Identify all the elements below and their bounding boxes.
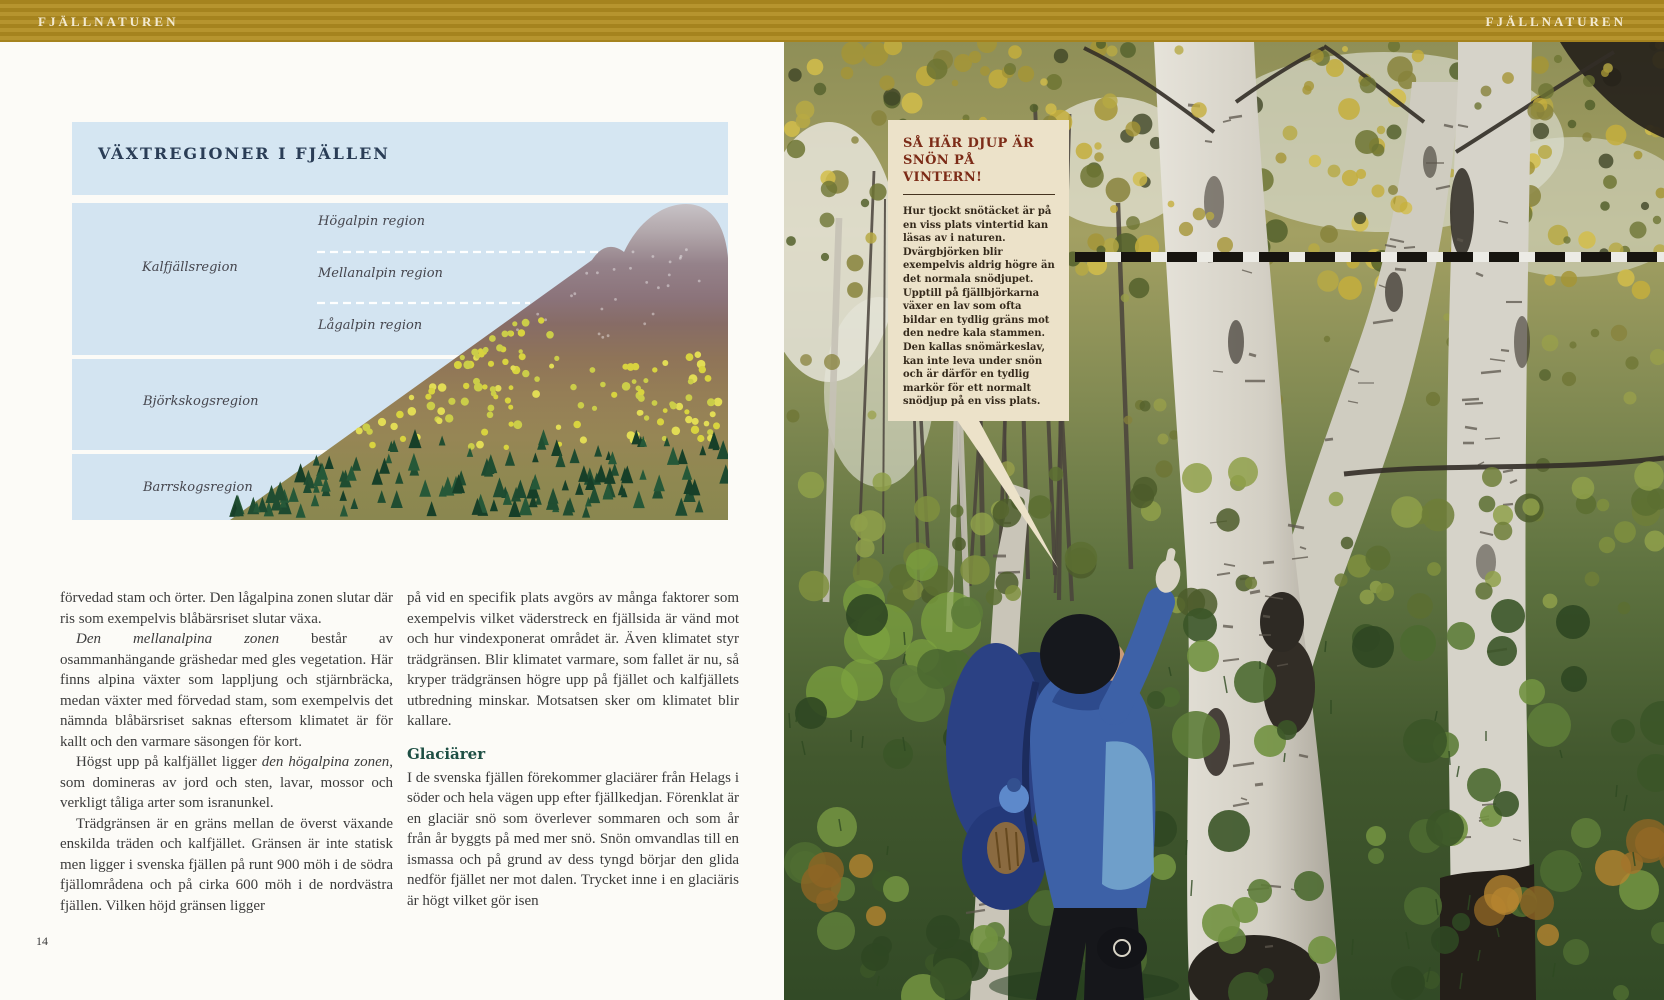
photo-birch-forest — [784, 42, 1664, 1000]
page-number: 14 — [36, 934, 48, 948]
label-barrskogsregion: Barrskogsregion — [143, 480, 253, 495]
paragraph: I de svenska fjällen förekommer glaciärer från Helags i söder och hela vägen upp efter fjällkedjan. Förenklat är en glaciär snö som överlever sommaren och som år från år byggts på med mer snö. Snön omvandlas till en ismassa och på grund av dess tyngd börjar den glida nedför fjället ner mot dalen. Trycket inne i en glaciäris är högt vilket gör isen — [407, 769, 739, 909]
paragraph: på vid en specifik plats avgörs av många faktorer som exempelvis vilket väderstreck en fjällsida är vänd mot och hur vindexponerat området är. Även klimatet styr trädgränsen. Blir klimatet varmare, som fallet är nu, så kryper trädgränsen högre upp på fjället och kalfjällets utbredning minskar. Motsatsen sker om klimatet blir kallare. — [407, 590, 739, 729]
callout-title: SÅ HÄR DJUP ÄR SNÖN PÅ VINTERN! — [903, 136, 1035, 185]
callout-box — [888, 120, 1069, 421]
paragraph: Trädgränsen är en gräns mellan de överst växande enskilda träden och kalfjället. Gränsen är inte statisk men ligger i svenska fjällen på runt 900 möh i de södra fjällområdena och på cirka 600 möh i de nordvästra fjällen. Vilken höjd gränsen ligger — [60, 815, 393, 914]
diagram-title: VÄXTREGIONER I FJÄLLEN — [98, 144, 390, 163]
callout-body: Hur tjockt snötäcket är på en viss plats vintertid kan läsas av i naturen. Dvärgbjörken blir exempelvis aldrig högre än det normala snödjupet. Upptill på fjällbjörkarna växer en lav som ofta bildar en tydlig gräns mot den nedre kala stammen. Den kallas snömärkeslav, kan inte leva under snön och är därför en tydlig markör för ett normalt snödjup på en viss plats. — [903, 206, 1055, 408]
column-right — [407, 588, 739, 911]
label-hogalpin-region: Högalpin region — [318, 214, 425, 229]
label-bjorkskogsregion: Björkskogsregion — [143, 394, 259, 409]
label-kalfjallsregion: Kalfjällsregion — [142, 260, 238, 275]
callout-divider — [903, 194, 1055, 195]
beanie — [1040, 614, 1120, 694]
vegetation-diagram — [72, 122, 728, 520]
label-lagalpin-region: Lågalpin region — [318, 318, 423, 333]
paragraph: förvedad stam och örter. Den lågalpina zonen slutar där ris som exempelvis blåbärsriset slutar växa. — [60, 590, 393, 627]
header-title-right: FJÄLLNATUREN — [1485, 14, 1626, 29]
paragraph: Högst upp på kalfjället ligger den högalpina zonen, som domineras av jord och sten, lavar, mossor och verkligt tåliga arter som isranunkel. — [60, 754, 393, 811]
header-band — [0, 0, 1664, 42]
paragraph: Den mellanalpina zonen består av osammanhängande gräshedar med gles vegetation. Här finns alpina växter som lappljung och stjärnbräcka, medan växter med förvedad stam, som exempelvis det nämnda blåbärsriset saknas eftersom klimatet är för kallt och den varmare säsongen för kort. — [60, 631, 393, 750]
section-heading-glaciarer: Glaciärer — [407, 744, 486, 763]
black-glove — [1097, 927, 1147, 969]
label-mellanalpin-region: Mellanalpin region — [318, 266, 443, 281]
column-left — [60, 588, 393, 916]
header-title-left: FJÄLLNATUREN — [38, 14, 179, 29]
